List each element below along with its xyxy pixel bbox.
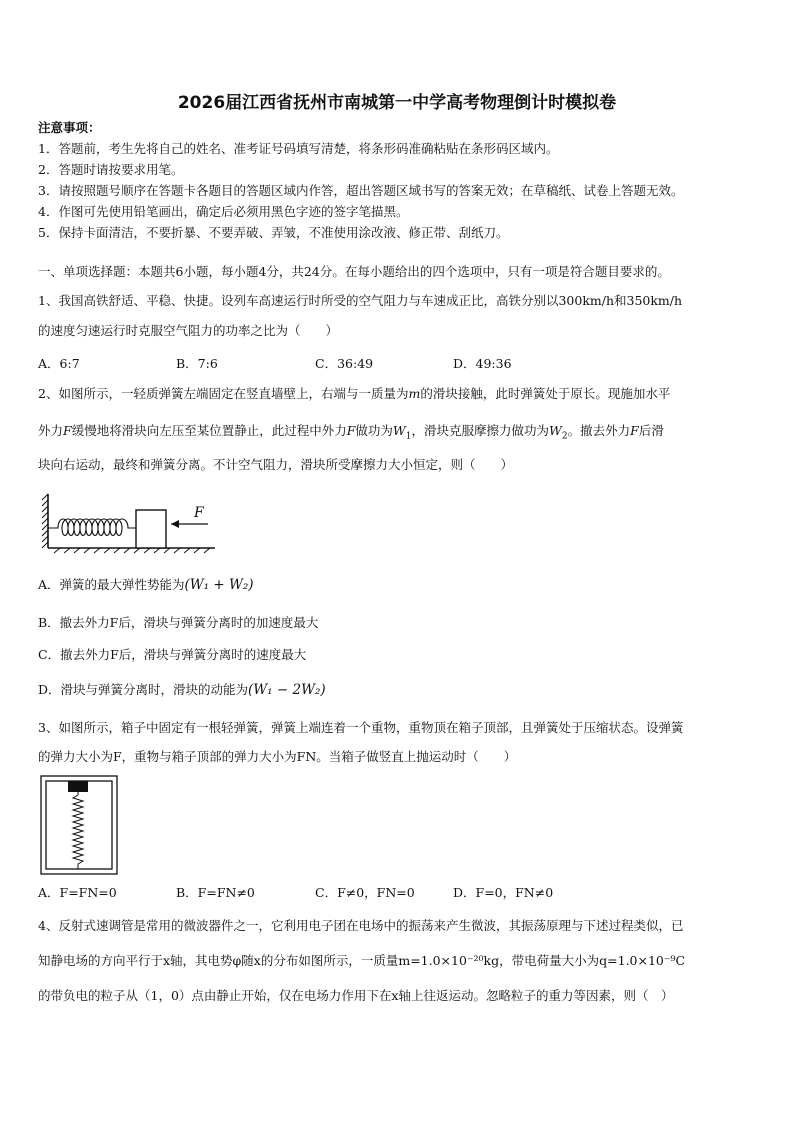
spring-block-figure	[40, 492, 220, 552]
section-heading: 一、单项选择题：本题共6小题，每小题4分，共24分。在每小题给出的四个选项中，只有一项是符合题目要求的。	[38, 264, 670, 279]
notice-item-2: 2．答题时请按要求用笔。	[38, 162, 184, 177]
q3-stem-line2: 的弹力大小为F，重物与箱子顶部的弹力大小为FN。当箱子做竖直上抛运动时（ ）	[38, 749, 517, 764]
q2-option-c: C．撤去外力F后，滑块与弹簧分离时的速度最大	[38, 647, 307, 662]
q2-stem-line3: 块向右运动，最终和弹簧分离。不计空气阻力，滑块所受摩擦力大小恒定，则（ ）	[38, 457, 514, 472]
force-label: F	[194, 505, 204, 521]
q3-option-a: A．F=FN=0	[38, 885, 117, 900]
spring	[48, 519, 136, 536]
block	[136, 510, 166, 548]
q3-option-c: C．F≠0，FN=0	[315, 885, 415, 900]
box-spring-figure	[40, 775, 120, 877]
page-title: 2026届江西省抚州市南城第一中学高考物理倒计时模拟卷	[177, 93, 617, 113]
q2-stem-line1: 2、如图所示，一轻质弹簧左端固定在竖直墙壁上，右端与一质量为m的滑块接触，此时弹簧处于原长。现施加水平	[38, 386, 671, 401]
notice-item-5: 5．保持卡面清洁，不要折暴、不要弄破、弄皱，不准使用涂改液、修正带、刮纸刀。	[38, 225, 509, 240]
q3-stem-line1: 3、如图所示，箱子中固定有一根轻弹簧，弹簧上端连着一个重物，重物顶在箱子顶部，且弹簧处于压缩状态。设弹簧	[38, 720, 684, 735]
q1-option-b: B．7:6	[176, 356, 218, 371]
q1-option-d: D．49:36	[453, 356, 512, 371]
q2-stem-line2: 外力F缓慢地将滑块向左压至某位置静止，此过程中外力F做功为$W_1$，滑块克服摩擦力做功为$W_2$。撤去外力F后滑	[38, 423, 664, 442]
q1-option-a: A．6:7	[38, 356, 80, 371]
notice-item-1: 1．答题前，考生先将自己的姓名、准考证号码填写清楚，将条形码准确粘贴在条形码区域内。	[38, 141, 559, 156]
q4-stem-line3: 的带负电的粒子从（1，0）点由静止开始，仅在电场力作用下在x轴上往返运动。忽略粒子的重力等因素，则（ ）	[38, 988, 674, 1003]
notice-heading: 注意事项：	[38, 120, 101, 135]
q1-stem-line1: 1、我国高铁舒适、平稳、快捷。设列车高速运行时所受的空气阻力与车速成正比，高铁分别以300km/h和350km/h	[38, 293, 683, 308]
q2-option-b: B．撤去外力F后，滑块与弹簧分离时的加速度最大	[38, 615, 319, 630]
q1-option-c: C．36:49	[315, 356, 374, 371]
q3-option-b: B．F=FN≠0	[176, 885, 255, 900]
q3-option-d: D．F=0，FN≠0	[453, 885, 554, 900]
q4-stem-line2: 知静电场的方向平行于x轴，其电势φ随x的分布如图所示，一质量m=1.0×10⁻²⁰kg，带电荷量大小为q=1.0×10⁻⁹C	[38, 953, 686, 968]
q2-option-d: D．滑块与弹簧分离时，滑块的动能为(W₁ − 2W₂)	[38, 682, 326, 698]
q2-option-a: A．弹簧的最大弹性势能为(W₁ + W₂)	[38, 577, 254, 593]
q4-stem-line1: 4、反射式速调管是常用的微波器件之一，它利用电子团在电场中的振荡来产生微波，其振荡原理与下述过程类似，已	[38, 918, 684, 933]
arrowhead-icon	[171, 520, 179, 528]
q1-stem-line2: 的速度匀速运行时克服空气阻力的功率之比为（ ）	[38, 323, 339, 338]
notice-item-4: 4．作图可先使用铅笔画出，确定后必须用黑色字迹的签字笔描黑。	[38, 204, 409, 219]
notice-item-3: 3．请按照题号顺序在答题卡各题目的答题区域内作答，超出答题区域书写的答案无效；在草稿纸、试卷上答题无效。	[38, 183, 684, 198]
weight-block	[68, 781, 88, 792]
